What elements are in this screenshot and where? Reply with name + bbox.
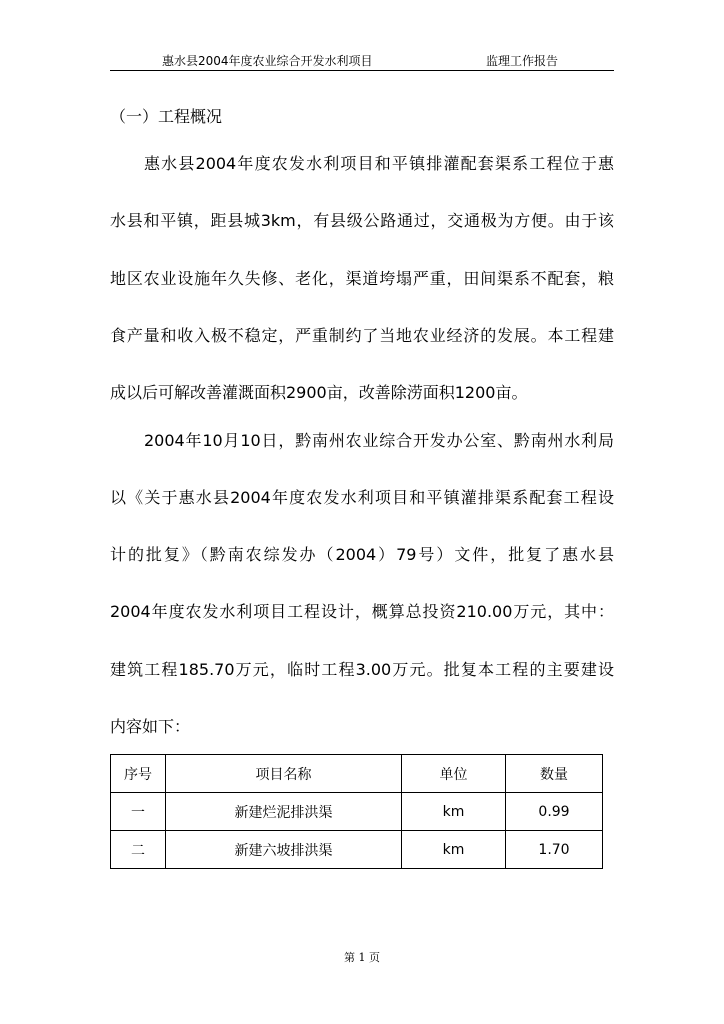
table-row	[111, 793, 603, 831]
paragraph-line: 食产量和收入极不稳定，严重制约了当地农业经济的发展。本工程建	[110, 326, 614, 345]
header-cell-name: 项目名称	[166, 755, 402, 793]
project-items-table	[110, 754, 603, 869]
paragraph-line: 以《关于惠水县2004年度农发水利项目和平镇灌排渠系配套工程设	[110, 488, 614, 507]
header-report-title: 监理工作报告	[486, 54, 559, 68]
header-cell-quantity: 数量	[506, 755, 603, 793]
cell-index: 二	[111, 831, 166, 869]
cell-unit: km	[402, 793, 506, 831]
cell-index: 一	[111, 793, 166, 831]
cell-quantity: 1.70	[506, 831, 603, 869]
table-row	[111, 831, 603, 869]
section-title: （一）工程概况	[110, 107, 223, 126]
header-cell-unit: 单位	[402, 755, 506, 793]
paragraph-line: 成以后可解改善灌溉面积2900亩，改善除涝面积1200亩。	[110, 383, 528, 402]
paragraph-line: 惠水县2004年度农发水利项目和平镇排灌配套渠系工程位于惠	[144, 154, 614, 173]
paragraph-line: 计的批复》（黔南农综发办（2004）79号）文件，批复了惠水县	[110, 545, 614, 564]
paragraph-line: 内容如下：	[110, 717, 191, 736]
page-header	[110, 52, 614, 71]
header-cell-index: 序号	[111, 755, 166, 793]
cell-unit: km	[402, 831, 506, 869]
paragraph-line: 2004年10月10日，黔南州农业综合开发办公室、黔南州水利局	[144, 431, 614, 450]
cell-name: 新建烂泥排洪渠	[166, 793, 402, 831]
cell-name: 新建六坡排洪渠	[166, 831, 402, 869]
header-project-title: 惠水县2004年度农业综合开发水利项目	[162, 54, 373, 68]
paragraph-line: 地区农业设施年久失修、老化，渠道垮塌严重，田间渠系不配套，粮	[110, 269, 614, 288]
page-number: 第 1 页	[344, 951, 380, 964]
paragraph-line: 水县和平镇，距县城3km，有县级公路通过，交通极为方便。由于该	[110, 211, 614, 230]
paragraph-line: 建筑工程185.70万元，临时工程3.00万元。批复本工程的主要建设	[110, 660, 614, 679]
paragraph-line: 2004年度农发水利项目工程设计，概算总投资210.00万元，其中：	[110, 602, 614, 621]
table-header-row	[111, 755, 603, 793]
cell-quantity: 0.99	[506, 793, 603, 831]
